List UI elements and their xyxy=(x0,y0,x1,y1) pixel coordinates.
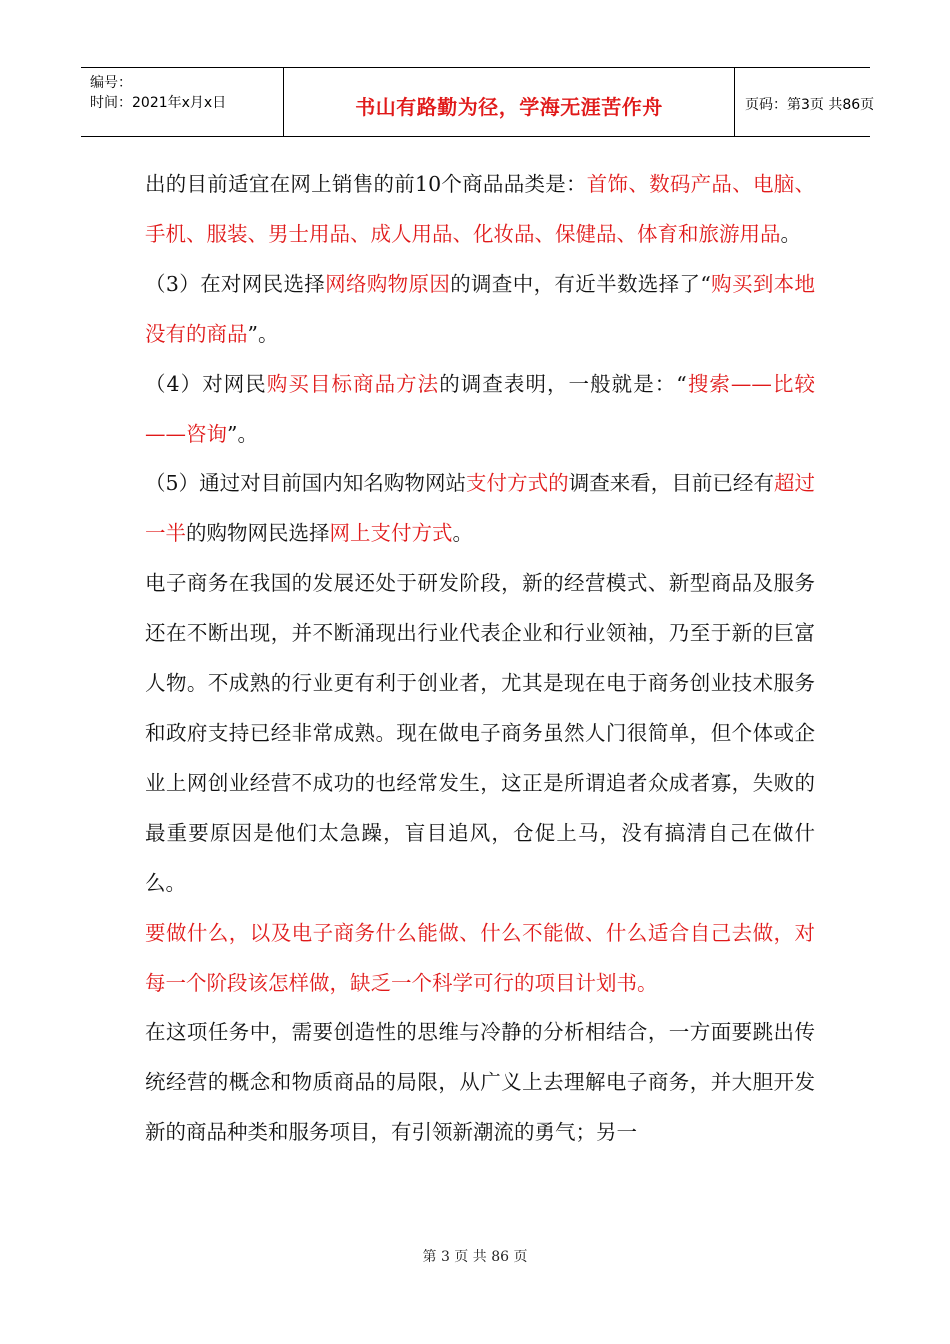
text-run: 。 xyxy=(780,221,801,246)
text-run: （5）通过对目前国内知名购物网站 xyxy=(145,471,467,496)
paragraph-product-categories xyxy=(145,160,815,260)
highlight-text: 超过一半 xyxy=(145,471,816,546)
text-run: （3）在对网民选择 xyxy=(145,271,326,296)
highlight-text: 首饰、数码产品、电脑、手机、服装、男士用品、成人用品、化妆品、保健品、体育和旅游用品 xyxy=(145,172,815,246)
highlight-text: 搜索——比较——咨询 xyxy=(145,371,816,446)
paragraph-task-thinking: 在这项任务中，需要创造性的思维与冷静的分析相结合，一方面要跳出传统经营的概念和物质商品的局限，从广义上去理解电子商务，并大胆开发新的商品种类和服务项目，有引领新潮流的勇气；另一 xyxy=(145,1020,815,1145)
text-run: 调查来看，目前已经有 xyxy=(568,471,774,496)
paragraph-ecommerce-development: 电子商务在我国的发展还处于研发阶段，新的经营模式、新型商品及服务还在不断出现，并不断涌现出行业代表企业和行业领袖，乃至于新的巨富人物。不成熟的行业更有利于创业者，尤其是现在电于商务创业技术服务和政府支持已经非常成熟。现在做电子商务虽然人门很简单，但个体或企业上网创业经营不成功的也经常发生，这正是所谓追者众成者寡，失败的最重要原因是他们太急躁，盲目追风，仓促上马，没有搞清自己在做什么。 xyxy=(145,571,815,895)
highlight-text: 购买到本地没有的商品 xyxy=(145,271,816,346)
highlight-text: 网上支付方式 xyxy=(329,521,453,546)
paragraph-purchase-method xyxy=(145,360,815,460)
page-footer: 第 3 页 共 86 页 xyxy=(422,1249,528,1265)
header-motto: 书山有路勤为径，学海无涯苦作舟 xyxy=(355,95,663,119)
highlight-text: 支付方式的 xyxy=(466,471,569,496)
header-page-number: 页码：第3页 共86页 xyxy=(745,97,875,113)
header-info-cell xyxy=(81,68,284,136)
highlight-text: 网络购物原因 xyxy=(325,271,451,296)
text-run: 。 xyxy=(452,521,473,546)
text-run: 的购物网民选择 xyxy=(186,521,330,546)
text-run: （4）对网民 xyxy=(145,371,267,396)
header-page-cell xyxy=(735,68,875,136)
text-run: 的调查中，有近半数选择了“ xyxy=(450,271,711,296)
text-run: 出的目前适宜在网上销售的前10个商品品类是： xyxy=(145,172,587,196)
document-time-label: 时间：2021年x月x日 xyxy=(90,95,227,111)
paragraph-payment-methods xyxy=(145,459,815,559)
text-run: ”。 xyxy=(227,421,258,446)
paragraph-shopping-reasons xyxy=(145,260,815,360)
highlight-text: 购买目标商品方法 xyxy=(266,371,440,396)
paragraph-project-plan: 要做什么，以及电子商务什么能做、什么不能做、什么适合自己去做，对每一个阶段该怎样做，缺乏一个科学可行的项目计划书。 xyxy=(145,920,815,995)
text-run: 的调查表明，一般就是：“ xyxy=(439,371,687,396)
header-motto-cell xyxy=(284,68,735,136)
text-run: ”。 xyxy=(247,321,279,346)
page-header xyxy=(81,67,875,137)
document-number-label: 编号： xyxy=(90,75,132,91)
document-body xyxy=(145,160,815,1158)
